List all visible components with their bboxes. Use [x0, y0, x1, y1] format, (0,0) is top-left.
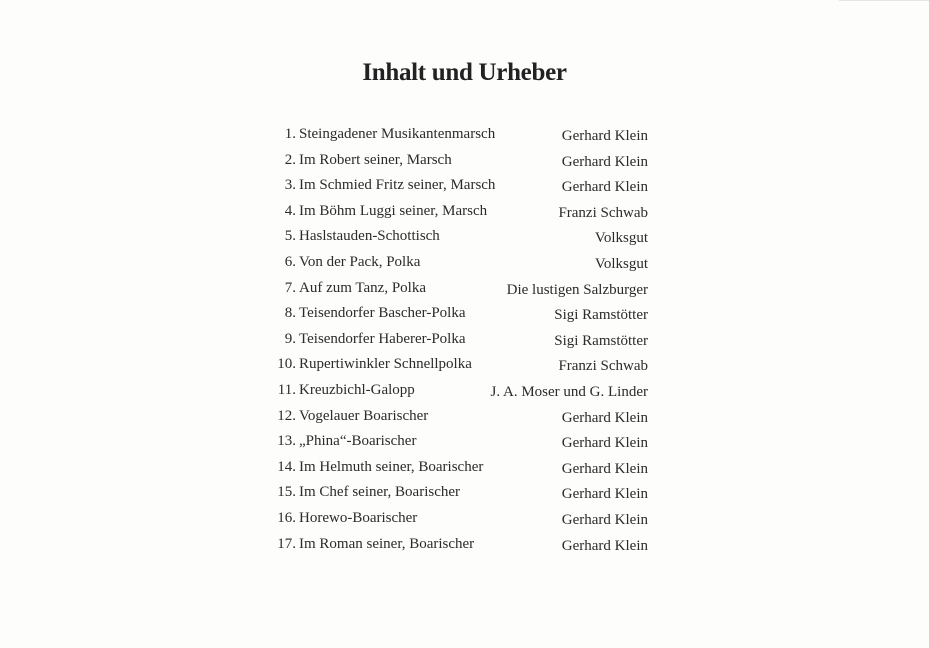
- entry-author: Die lustigen Salzburger: [506, 281, 648, 298]
- entry-author: Gerhard Klein: [561, 486, 648, 503]
- toc-entry: [270, 352, 650, 378]
- entry-number: 2.: [284, 151, 296, 168]
- entry-number: 7.: [284, 279, 296, 296]
- toc-entry: [270, 276, 650, 302]
- toc-entry: [270, 378, 650, 404]
- entry-author: J. A. Moser und G. Linder: [490, 383, 648, 400]
- toc-entry: [270, 506, 650, 532]
- entry-title: Im Roman seiner, Boarischer: [299, 535, 475, 552]
- entry-author: Gerhard Klein: [561, 511, 648, 528]
- toc-entry: [270, 250, 650, 276]
- entry-title: Steingadener Musikantenmarsch: [299, 126, 496, 142]
- entry-title: „Phina“-Boarischer: [299, 433, 417, 450]
- page-edge-mark: [839, 0, 929, 1]
- entry-author: Sigi Ramstötter: [554, 307, 648, 324]
- toc-entry: [270, 173, 650, 199]
- table-of-contents: [270, 122, 650, 557]
- page-title: Inhalt und Urheber: [362, 58, 567, 86]
- toc-entry: [270, 429, 650, 455]
- toc-entry: [270, 480, 650, 506]
- entry-author: Gerhard Klein: [561, 460, 648, 477]
- entry-title: Rupertiwinkler Schnellpolka: [299, 356, 472, 373]
- entry-author: Gerhard Klein: [561, 153, 648, 170]
- toc-entry: [270, 327, 650, 353]
- entry-number: 15.: [277, 484, 296, 501]
- entry-author: Sigi Ramstötter: [554, 332, 648, 349]
- toc-entry: [270, 199, 650, 225]
- entry-number: 14.: [277, 458, 296, 475]
- entry-number: 4.: [284, 202, 296, 219]
- entry-number: 16.: [277, 509, 296, 526]
- entry-title: Im Schmied Fritz seiner, Marsch: [299, 177, 496, 194]
- entry-author: Gerhard Klein: [561, 435, 648, 452]
- entry-number: 10.: [277, 356, 296, 373]
- entry-title: Vogelauer Boarischer: [299, 407, 429, 424]
- entry-number: 1.: [284, 126, 296, 142]
- entry-author: Gerhard Klein: [561, 409, 648, 426]
- entry-number: 13.: [277, 433, 296, 450]
- entry-title: Im Helmuth seiner, Boarischer: [299, 458, 484, 475]
- toc-entry: [270, 455, 650, 481]
- entry-title: Horewo-Boarischer: [299, 509, 418, 526]
- entry-number: 3.: [284, 177, 296, 194]
- entry-title: Im Böhm Luggi seiner, Marsch: [299, 202, 488, 219]
- entry-author: Franzi Schwab: [558, 358, 648, 375]
- entry-author: Gerhard Klein: [561, 128, 648, 144]
- toc-entry: [270, 148, 650, 174]
- entry-number: 6.: [284, 253, 296, 270]
- entry-number: 11.: [277, 381, 296, 398]
- toc-entry: [270, 122, 650, 148]
- entry-number: 12.: [277, 407, 296, 424]
- entry-title: Haslstauden-Schottisch: [299, 228, 440, 245]
- entry-title: Kreuzbichl-Galopp: [299, 381, 415, 398]
- entry-number: 17.: [277, 535, 296, 552]
- entry-title: Im Robert seiner, Marsch: [299, 151, 452, 168]
- entry-author: Volksgut: [594, 230, 648, 247]
- entry-title: Teisendorfer Bascher-Polka: [299, 305, 466, 322]
- entry-title: Teisendorfer Haberer-Polka: [299, 330, 466, 347]
- entry-title: Auf zum Tanz, Polka: [299, 279, 426, 296]
- toc-entry: [270, 404, 650, 430]
- toc-entry: [270, 224, 650, 250]
- entry-author: Gerhard Klein: [561, 537, 648, 554]
- entry-number: 8.: [284, 305, 296, 322]
- entry-author: Gerhard Klein: [561, 179, 648, 196]
- entry-author: Volksgut: [594, 255, 648, 272]
- entry-title: Von der Pack, Polka: [299, 253, 421, 270]
- entry-number: 5.: [284, 228, 296, 245]
- toc-entry: [270, 301, 650, 327]
- entry-author: Franzi Schwab: [558, 204, 648, 221]
- entry-title: Im Chef seiner, Boarischer: [299, 484, 461, 501]
- toc-entry: [270, 532, 650, 558]
- entry-number: 9.: [284, 330, 296, 347]
